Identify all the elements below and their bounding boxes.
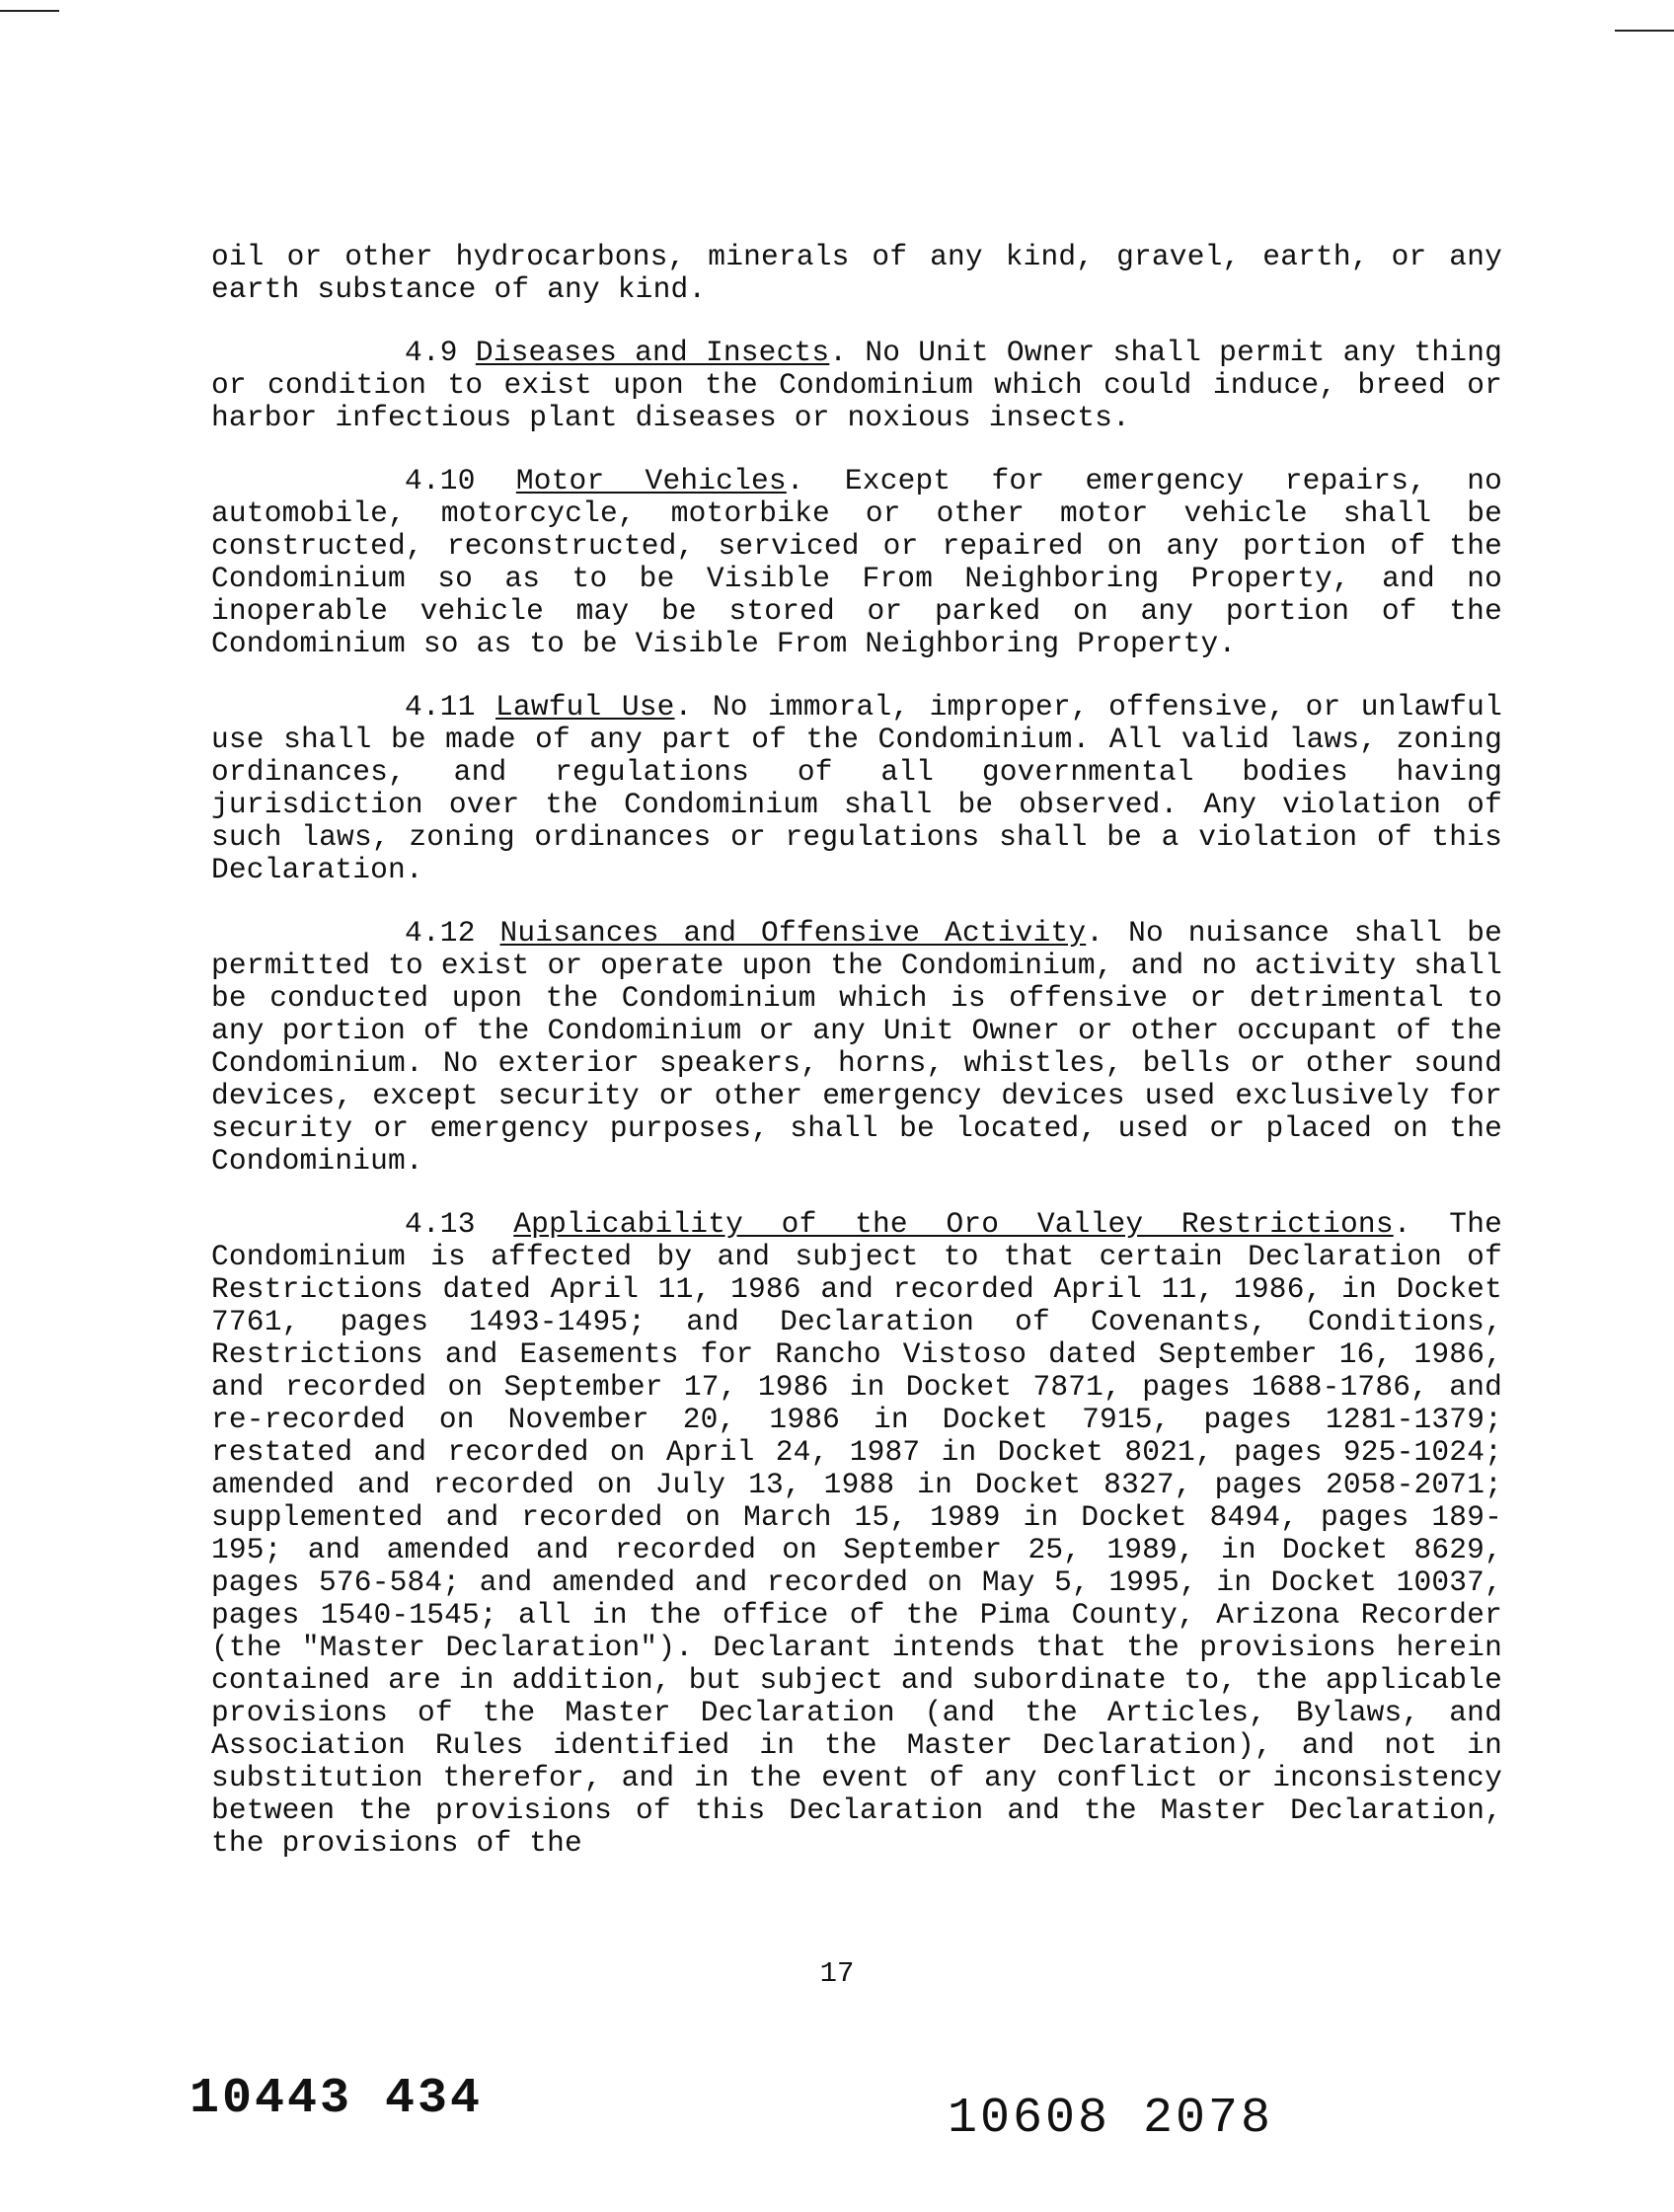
section-4-10: 4.10 Motor Vehicles. Except for emergency repairs, no automobile, motorcycle, motorbike or other motor vehicle shall be constructed, reconstructed, serviced or repaired on any portion of the Condominium so as to be Visible From Neighboring Property, and no inoperable vehicle may be stored or parked on any portion of the Condominium so as to be Visible From Neighboring Property. xyxy=(211,464,1503,660)
section-title: Applicability of the Oro Valley Restrictions xyxy=(513,1207,1394,1241)
section-body: No immoral, improper, offensive, or unlawful use shall be made of any part of the Condominium. All valid laws, zoning ordinances, and regulations of all governmental bodies having jurisdiction over the Condominium shall be observed. Any violation of such laws, zoning ordinances or regulations shall be a violation of this Declaration. xyxy=(211,690,1502,886)
section-number: 4.11 xyxy=(405,690,476,724)
intro-paragraph: oil or other hydrocarbons, minerals of any kind, gravel, earth, or any earth substance of any kind. xyxy=(211,240,1502,306)
section-number: 4.10 xyxy=(405,464,476,497)
section-body: No nuisance shall be permitted to exist or operate upon the Condominium, and no activity shall be conducted upon the Condominium which is offensive or detrimental to any portion of the Condominium or any Unit Owner or other occupant of the Condominium. No exterior speakers, horns, whistles, bells or other sound devices, except security or other emergency devices used exclusively for security or emergency purposes, shall be located, used or placed on the Condominium. xyxy=(211,916,1503,1178)
section-title: Diseases and Insects xyxy=(475,336,830,369)
top-right-scan-mark xyxy=(1615,30,1674,32)
section-title: Nuisances and Offensive Activity xyxy=(499,916,1087,950)
section-4-13: 4.13 Applicability of the Oro Valley Restrictions. The Condominium is affected by and subject to that certain Declaration of Restrictions dated April 11, 1986 and recorded April 11, 1986, in Docket 7761, pages 1493-1495; and Declaration of Covenants, Conditions, Restrictions and Easements for Rancho Vistoso dated September 16, 1986, and recorded on September 17, 1986 in Docket 7871, pages 1688-1786, and re-recorded on November 20, 1986 in Docket 7915, pages 1281-1379; restated and recorded on April 24, 1987 in Docket 8021, pages 925-1024; amended and recorded on July 13, 1988 in Docket 8327, pages 2058-2071; supplemented and recorded on March 15, 1989 in Docket 8494, pages 189-195; and amended and recorded on September 25, 1989, in Docket 8629, pages 576-584; and amended and recorded on May 5, 1995, in Docket 10037, pages 1540-1545; all in the office of the Pima County, Arizona Recorder (the "Master Declaration"). Declarant intends that the provisions herein contained are in addition, but subject and subordinate to, the applicable provisions of the Master Declaration (and the Articles, Bylaws, and Association Rules identified in the Master Declaration), and not in substitution therefor, and in the event of any conflict or inconsistency between the provisions of this Declaration and the Master Declaration, the provisions of the xyxy=(211,1207,1503,1860)
body-text xyxy=(211,241,1502,1890)
section-4-12: 4.12 Nuisances and Offensive Activity. No nuisance shall be permitted to exist or operate upon the Condominium, and no activity shall be conducted upon the Condominium which is offensive or detrimental to any portion of the Condominium or any Unit Owner or other occupant of the Condominium. No exterior speakers, horns, whistles, bells or other sound devices, except security or other emergency devices used exclusively for security or emergency purposes, shall be located, used or placed on the Condominium. xyxy=(211,916,1503,1178)
section-4-11: 4.11 Lawful Use. No immoral, improper, offensive, or unlawful use shall be made of any part of the Condominium. All valid laws, zoning ordinances, and regulations of all governmental bodies having jurisdiction over the Condominium shall be observed. Any violation of such laws, zoning ordinances or regulations shall be a violation of this Declaration. xyxy=(211,690,1502,886)
section-number: 4.12 xyxy=(405,916,476,950)
recording-stamp-left: 10443 434 xyxy=(190,2071,484,2127)
section-body: No Unit Owner shall permit any thing or condition to exist upon the Condominium which could induce, breed or harbor infectious plant diseases or noxious insects. xyxy=(211,336,1503,434)
section-title: Motor Vehicles xyxy=(515,464,787,497)
section-body: Except for emergency repairs, no automobile, motorcycle, motorbike or other motor vehicle shall be constructed, reconstructed, serviced or repaired on any portion of the Condominium so as to be Visible From Neighboring Property, and no inoperable vehicle may be stored or parked on any portion of the Condominium so as to be Visible From Neighboring Property. xyxy=(211,464,1503,660)
page-number: 17 xyxy=(819,1957,855,1990)
section-number: 4.13 xyxy=(405,1207,476,1241)
section-body: The Condominium is affected by and subject to that certain Declaration of Restrictions dated April 11, 1986 and recorded April 11, 1986, in Docket 7761, pages 1493-1495; and Declaration of Covenants, Conditions, Restrictions and Easements for Rancho Vistoso dated September 16, 1986, and recorded on September 17, 1986 in Docket 7871, pages 1688-1786, and re-recorded on November 20, 1986 in Docket 7915, pages 1281-1379; restated and recorded on April 24, 1987 in Docket 8021, pages 925-1024; amended and recorded on July 13, 1988 in Docket 8327, pages 2058-2071; supplemented and recorded on March 15, 1989 in Docket 8494, pages 189-195; and amended and recorded on September 25, 1989, in Docket 8629, pages 576-584; and amended and recorded on May 5, 1995, in Docket 10037, pages 1540-1545; all in the office of the Pima County, Arizona Recorder (the "Master Declaration"). Declarant intends that the provisions herein contained are in addition, but subject and subordinate to, the applicable provisions of the Master Declaration (and the Articles, Bylaws, and Association Rules identified in the Master Declaration), and not in substitution therefor, and in the event of any conflict or inconsistency between the provisions of this Declaration and the Master Declaration, the provisions of the xyxy=(211,1207,1503,1860)
top-left-scan-mark xyxy=(0,10,59,12)
recording-stamp-right: 10608 2078 xyxy=(948,2091,1274,2147)
section-title: Lawful Use xyxy=(495,690,675,724)
section-4-9: 4.9 Diseases and Insects. No Unit Owner shall permit any thing or condition to exist upon the Condominium which could induce, breed or harbor infectious plant diseases or noxious insects. xyxy=(211,336,1503,434)
section-number: 4.9 xyxy=(405,336,458,369)
